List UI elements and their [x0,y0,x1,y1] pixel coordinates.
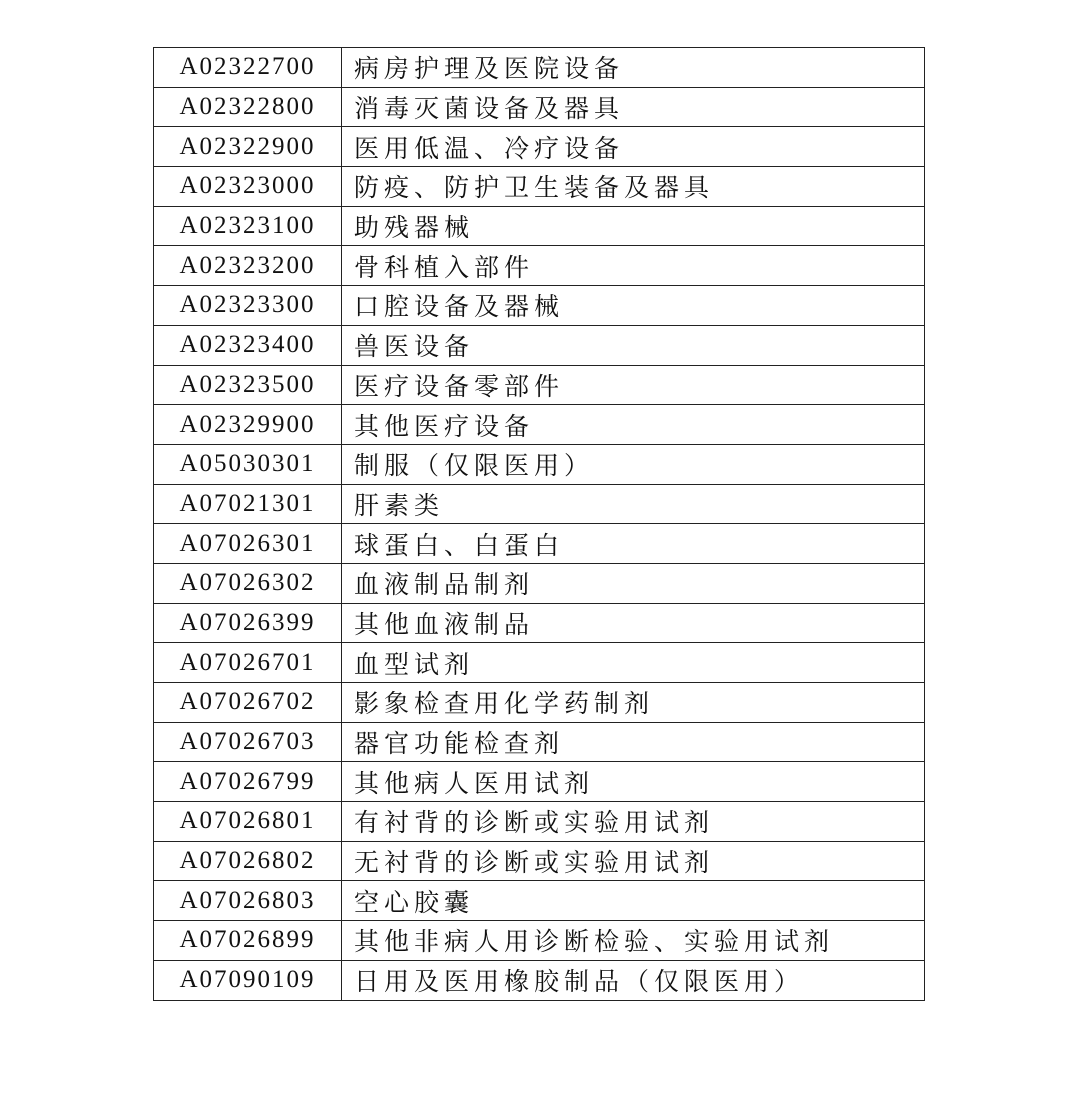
table-row [154,365,925,405]
item-name: 医用低温、冷疗设备 [342,127,925,167]
item-code: A07026799 [154,762,342,802]
item-name: 兽医设备 [342,325,925,365]
item-code: A07026801 [154,802,342,842]
item-name: 血液制品制剂 [342,563,925,603]
table-row [154,603,925,643]
item-code: A07026803 [154,881,342,921]
item-name: 助残器械 [342,206,925,246]
table-row [154,48,925,88]
table-row [154,643,925,683]
table-row [154,246,925,286]
item-name: 消毒灭菌设备及器具 [342,87,925,127]
procurement-code-table [153,47,925,1001]
table-body [154,48,925,1001]
table-row [154,802,925,842]
item-name: 日用及医用橡胶制品（仅限医用） [342,960,925,1000]
item-code: A02322800 [154,87,342,127]
item-name: 影象检查用化学药制剂 [342,683,925,723]
item-name: 其他医疗设备 [342,405,925,445]
item-name: 其他非病人用诊断检验、实验用试剂 [342,921,925,961]
item-code: A07026802 [154,841,342,881]
table-row [154,87,925,127]
table-row [154,405,925,445]
item-code: A07026302 [154,563,342,603]
item-name: 其他病人医用试剂 [342,762,925,802]
table-row [154,127,925,167]
item-code: A02323400 [154,325,342,365]
item-code: A07026701 [154,643,342,683]
item-name: 空心胶囊 [342,881,925,921]
table-row [154,960,925,1000]
item-code: A07090109 [154,960,342,1000]
table-row [154,325,925,365]
table-row [154,206,925,246]
item-name: 器官功能检查剂 [342,722,925,762]
item-name: 肝素类 [342,484,925,524]
table-row [154,286,925,326]
table-row [154,444,925,484]
item-code: A02329900 [154,405,342,445]
item-code: A02323000 [154,167,342,207]
item-name: 病房护理及医院设备 [342,48,925,88]
item-name: 有衬背的诊断或实验用试剂 [342,802,925,842]
item-code: A07026399 [154,603,342,643]
item-name: 其他血液制品 [342,603,925,643]
item-code: A02323100 [154,206,342,246]
table-row [154,921,925,961]
item-code: A07021301 [154,484,342,524]
item-code: A07026301 [154,524,342,564]
item-name: 口腔设备及器械 [342,286,925,326]
item-code: A02323200 [154,246,342,286]
table-row [154,683,925,723]
item-code: A02322900 [154,127,342,167]
item-code: A05030301 [154,444,342,484]
table-row [154,563,925,603]
item-code: A07026703 [154,722,342,762]
table-row [154,762,925,802]
item-name: 医疗设备零部件 [342,365,925,405]
item-name: 防疫、防护卫生装备及器具 [342,167,925,207]
item-name: 球蛋白、白蛋白 [342,524,925,564]
table-row [154,484,925,524]
item-code: A02323500 [154,365,342,405]
item-name: 血型试剂 [342,643,925,683]
table-row [154,167,925,207]
table-row [154,841,925,881]
item-code: A02323300 [154,286,342,326]
item-name: 制服（仅限医用） [342,444,925,484]
item-code: A02322700 [154,48,342,88]
item-code: A07026899 [154,921,342,961]
item-name: 无衬背的诊断或实验用试剂 [342,841,925,881]
table-row [154,524,925,564]
table-row [154,881,925,921]
item-code: A07026702 [154,683,342,723]
table-row [154,722,925,762]
item-name: 骨科植入部件 [342,246,925,286]
